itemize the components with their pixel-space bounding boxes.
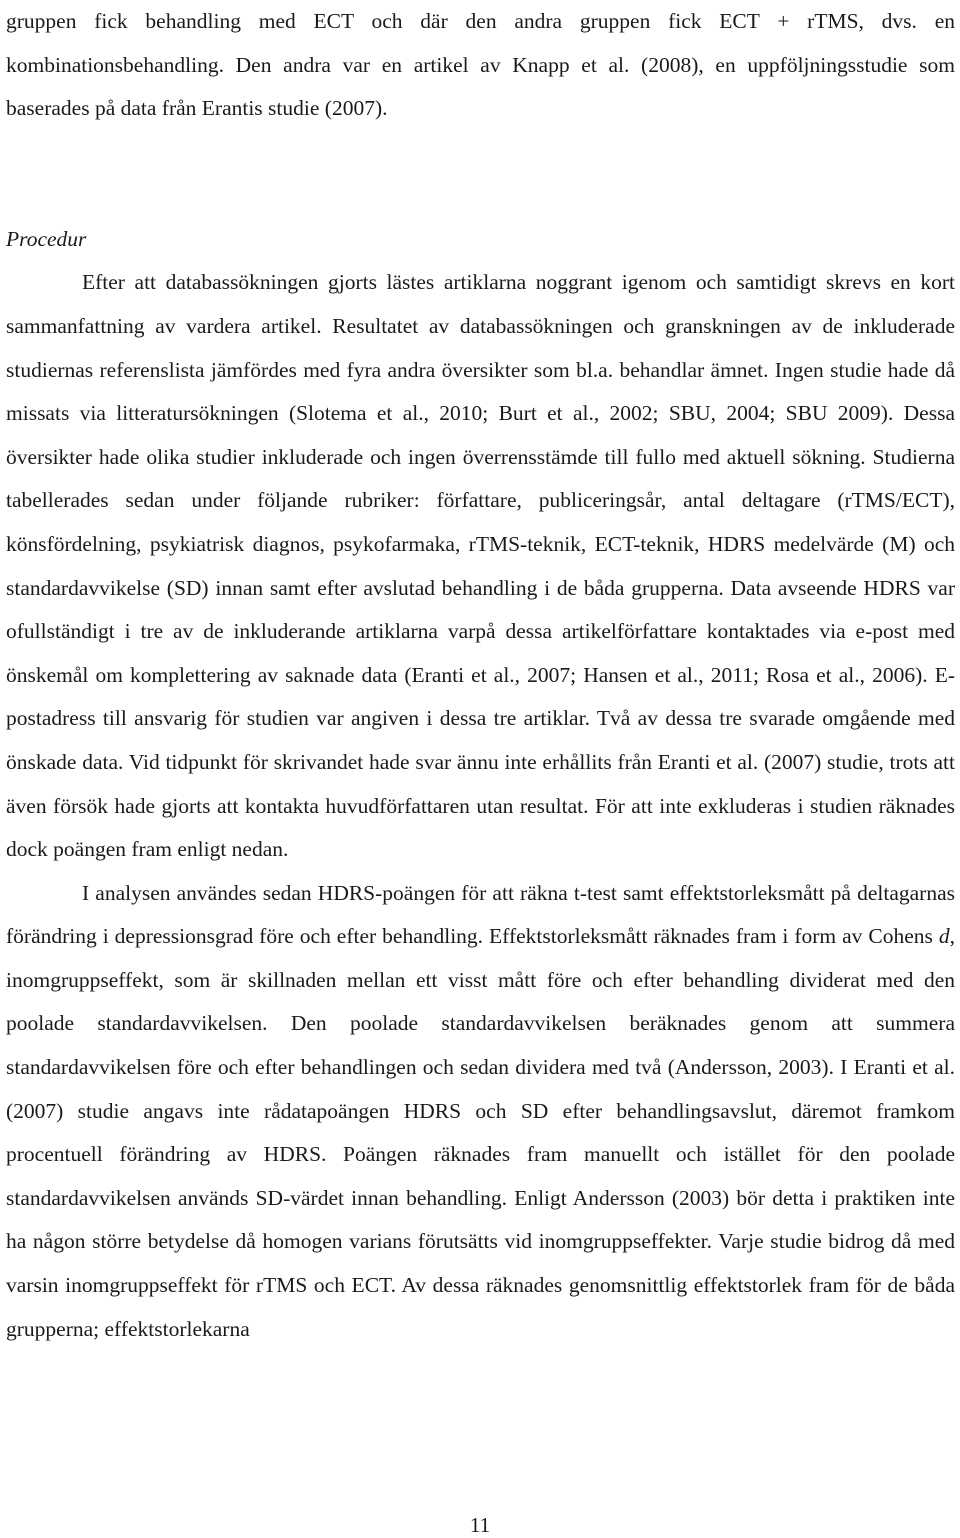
paragraph-procedur: Efter att databassökningen gjorts lästes artiklarna noggrant igenom och samtidigt skrevs en kort sammanfattning av vardera artikel. Resultatet av databassökningen och granskningen av de inkluderade studiernas referenslista jämfördes med fyra andra översikter som bl.a. behandlar ämnet. Ingen studie hade då missats via litteratursökningen (Slotema et al., 2010; Burt et al., 2002; SBU, 2004; SBU 2009). Dessa översikter hade olika studier inkluderade och ingen överrensstämde till fullo med aktuell sökning. Studierna tabellerades sedan under följande rubriker: författare, publiceringsår, antal deltagare (rTMS/ECT), könsfördelning, psykiatrisk diagnos, psykofarmaka, rTMS-teknik, ECT-teknik, HDRS medelvärde (M) och standardavvikelse (SD) innan samt efter avslutad behandling i de båda grupperna. Data avseende HDRS var ofullständigt i tre av de inkluderande artiklarna varpå dessa artikelförfattare kontaktades via e-post med önskemål om komplettering av saknade data (Eranti et al., 2007; Hansen et al., 2011; Rosa et al., 2006). E-postadress till ansvarig för studien var angiven i dessa tre artiklar. Två av dessa tre svarade omgående med önskade data. Vid tidpunkt för skrivandet hade svar ännu inte erhållits från Eranti et al. (2007) studie, trots att även försök hade gjorts att kontakta huvudförfattaren utan resultat. För att inte exkluderas i studien räknades dock poängen fram enligt nedan. — [6, 270, 955, 862]
paragraph-analys — [6, 872, 955, 1352]
section-heading-procedur: Procedur — [6, 226, 87, 251]
document-page — [6, 0, 955, 1351]
page-number: 11 — [469, 1513, 491, 1537]
cohens-d-symbol: d — [938, 924, 950, 949]
section-spacer — [6, 131, 955, 218]
paragraph-intro-continuation: gruppen fick behandling med ECT och där den andra gruppen fick ECT + rTMS, dvs. en kombinationsbehandling. Den andra var en artikel av Knapp et al. (2008), en uppföljningsstudie som baserades på data från Erantis studie (2007). — [6, 9, 955, 121]
paragraph-analys-part-2: , inomgruppseffekt, som är skillnaden mellan ett visst mått före och efter behandling dividerat med den poolade standardavvikelsen. Den poolade standardavvikelsen beräknades genom att summera standardavvikelsen före och efter behandlingen och sedan dividera med två (Andersson, 2003). I Eranti et al. (2007) studie angavs inte rådatapoängen HDRS och SD efter behandlingsavslut, däremot framkom procentuell förändring av HDRS. Poängen räknades fram manuellt och istället för den poolade standardavvikelsen används SD-värdet innan behandling. Enligt Andersson (2003) bör detta i praktiken inte ha någon större betydelse då homogen varians förutsätts vid inomgruppseffekter. Varje studie bidrog då med varsin inomgruppseffekt för rTMS och ECT. Av dessa räknades genomsnittlig effektstorlek fram för de båda grupperna; effektstorlekarna — [6, 924, 955, 1341]
paragraph-analys-part-1: I analysen användes sedan HDRS-poängen för att räkna t-test samt effektstorleksmått på deltagarnas förändring i depressionsgrad före och efter behandling. Effektstorleksmått räknades fram i form av Cohens — [6, 880, 955, 949]
